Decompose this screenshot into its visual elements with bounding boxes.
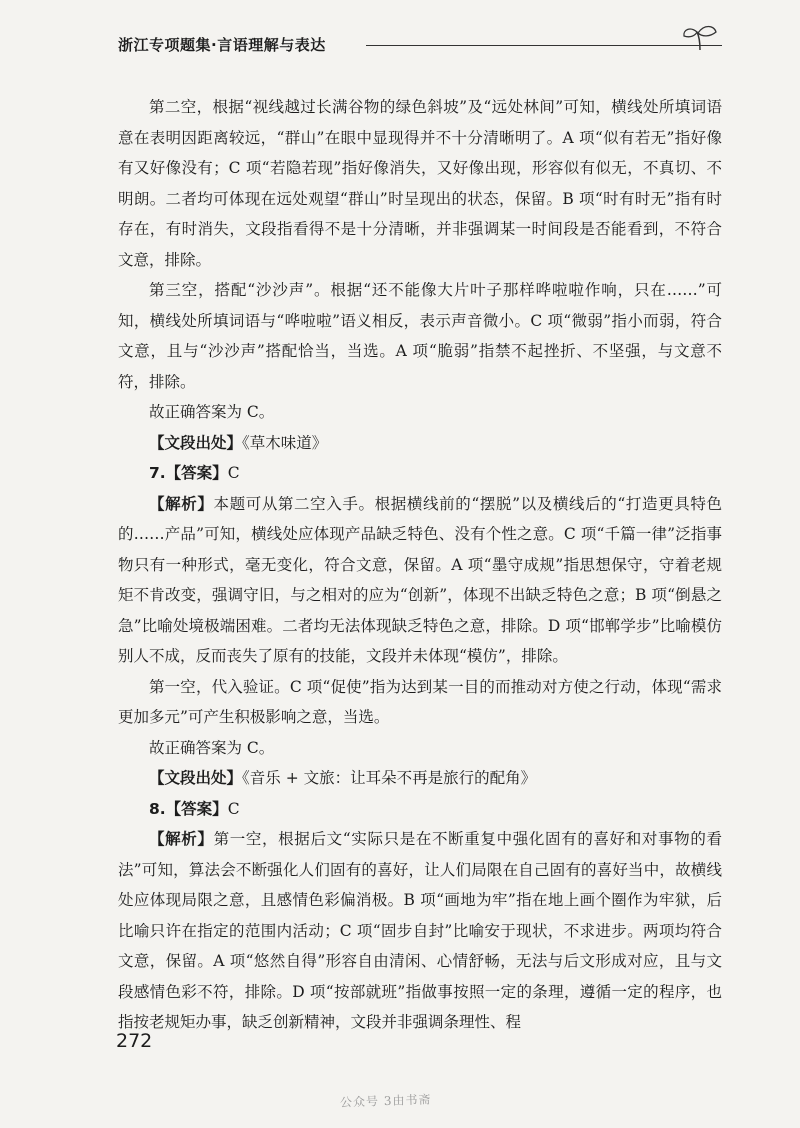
source-label: 【文段出处】 — [149, 433, 243, 452]
answer-label: 8.【答案】 — [149, 799, 228, 818]
source-line — [118, 763, 722, 794]
page-number: 272 — [116, 1030, 153, 1052]
header-rule — [366, 45, 722, 46]
watermark: 公众号 3由书斋 — [339, 1092, 432, 1110]
question-8-answer — [118, 794, 722, 825]
source-text: 《草木味道》 — [242, 433, 328, 452]
question-7-answer — [118, 458, 722, 489]
page-content — [118, 92, 722, 1038]
answer-value: C — [227, 799, 240, 818]
answer-label: 7.【答案】 — [149, 464, 228, 482]
paragraph-second-blank: 第二空，根据“视线越过长满谷物的绿色斜坡”及“远处林间”可知，横线处所填词语意在表明因距离较远，“群山”在眼中显现得并不十分清晰明了。A 项“似有若无”指好像有又好像没有；C 项“若隐若现”指好像消失，又好像出现，形容似有似无，不真切、不明朗。二者均可体现在远处观望“群山”时呈现出的状态，保留。B 项“时有时无”指有时存在，有时消失，文段指看得不是十分清晰，并非强调某一时间段是否能看到，不符合文意，排除。 — [118, 98, 722, 269]
paragraph-third-blank: 第三空，搭配“沙沙声”。根据“还不能像大片叶子那样哗啦啦作响，只在……”可知，横线处所填词语与“哗啦啦”语义相反，表示声音微小。C 项“微弱”指小而弱，符合文意，且与“沙沙声”搭配恰当，当选。A 项“脆弱”指禁不起挫折、不坚强，与文意不符，排除。 — [118, 281, 722, 391]
analysis-label: 【解析】 — [149, 494, 214, 513]
question-7-analysis — [118, 489, 722, 672]
paragraph-first-blank: 第一空，代入验证。C 项“促使”指为达到某一目的而推动对方使之行动，体现“需求更加多元”可产生积极影响之意，当选。 — [118, 677, 722, 726]
question-8-analysis — [118, 824, 722, 1038]
answer-value: C — [227, 464, 240, 482]
analysis-text: 第一空，根据后文“实际只是在不断重复中强化固有的喜好和对事物的看法”可知，算法会不断强化人们固有的喜好，让人们局限在自己固有的喜好当中，故横线处应体现局限之意，且感情色彩偏消极。B 项“画地为牢”指在地上画个圈作为牢狱，后比喻只许在指定的范围内活动；C 项“固步自封”比喻安于现状，不求进步。两项均符合文意，保留。A 项“悠然自得”形容自由清闲、心情舒畅，无法与后文形成对应，且与文段感情色彩不符，排除。D 项“按部就班”指做事按照一定的条理，遵循一定的程序，也指按老规矩办事，缺乏创新精神，文段并非强调条理性、程 — [118, 830, 722, 1031]
header-title: 浙江专项题集·言语理解与表达 — [118, 36, 326, 54]
source-text: 《音乐 + 文旅：让耳朵不再是旅行的配角》 — [242, 769, 537, 787]
analysis-text: 本题可从第二空入手。根据横线前的“摆脱”以及横线后的“打造更具特色的……产品”可知，横线处应体现产品缺乏特色、没有个性之意。C 项“千篇一律”泛指事物只有一种形式，毫无变化，符合文意，保留。A 项“墨守成规”指思想保守，守着老规矩不肯改变，强调守旧，与之相对的应为“创新”，体现不出缺乏特色之意；B 项“倒悬之急”比喻处境极端困难。二者均无法体现缺乏特色之意，排除。D 项“邯郸学步”比喻模仿别人不成，反而丧失了原有的技能，文段并未体现“模仿”，排除。 — [118, 494, 722, 665]
running-header — [118, 32, 728, 56]
source-label: 【文段出处】 — [149, 769, 243, 787]
answer-conclusion: 故正确答案为 C。 — [149, 738, 275, 757]
analysis-label: 【解析】 — [149, 830, 214, 848]
source-line — [118, 428, 722, 459]
sprout-icon — [680, 22, 720, 52]
answer-conclusion: 故正确答案为 C。 — [149, 403, 275, 421]
